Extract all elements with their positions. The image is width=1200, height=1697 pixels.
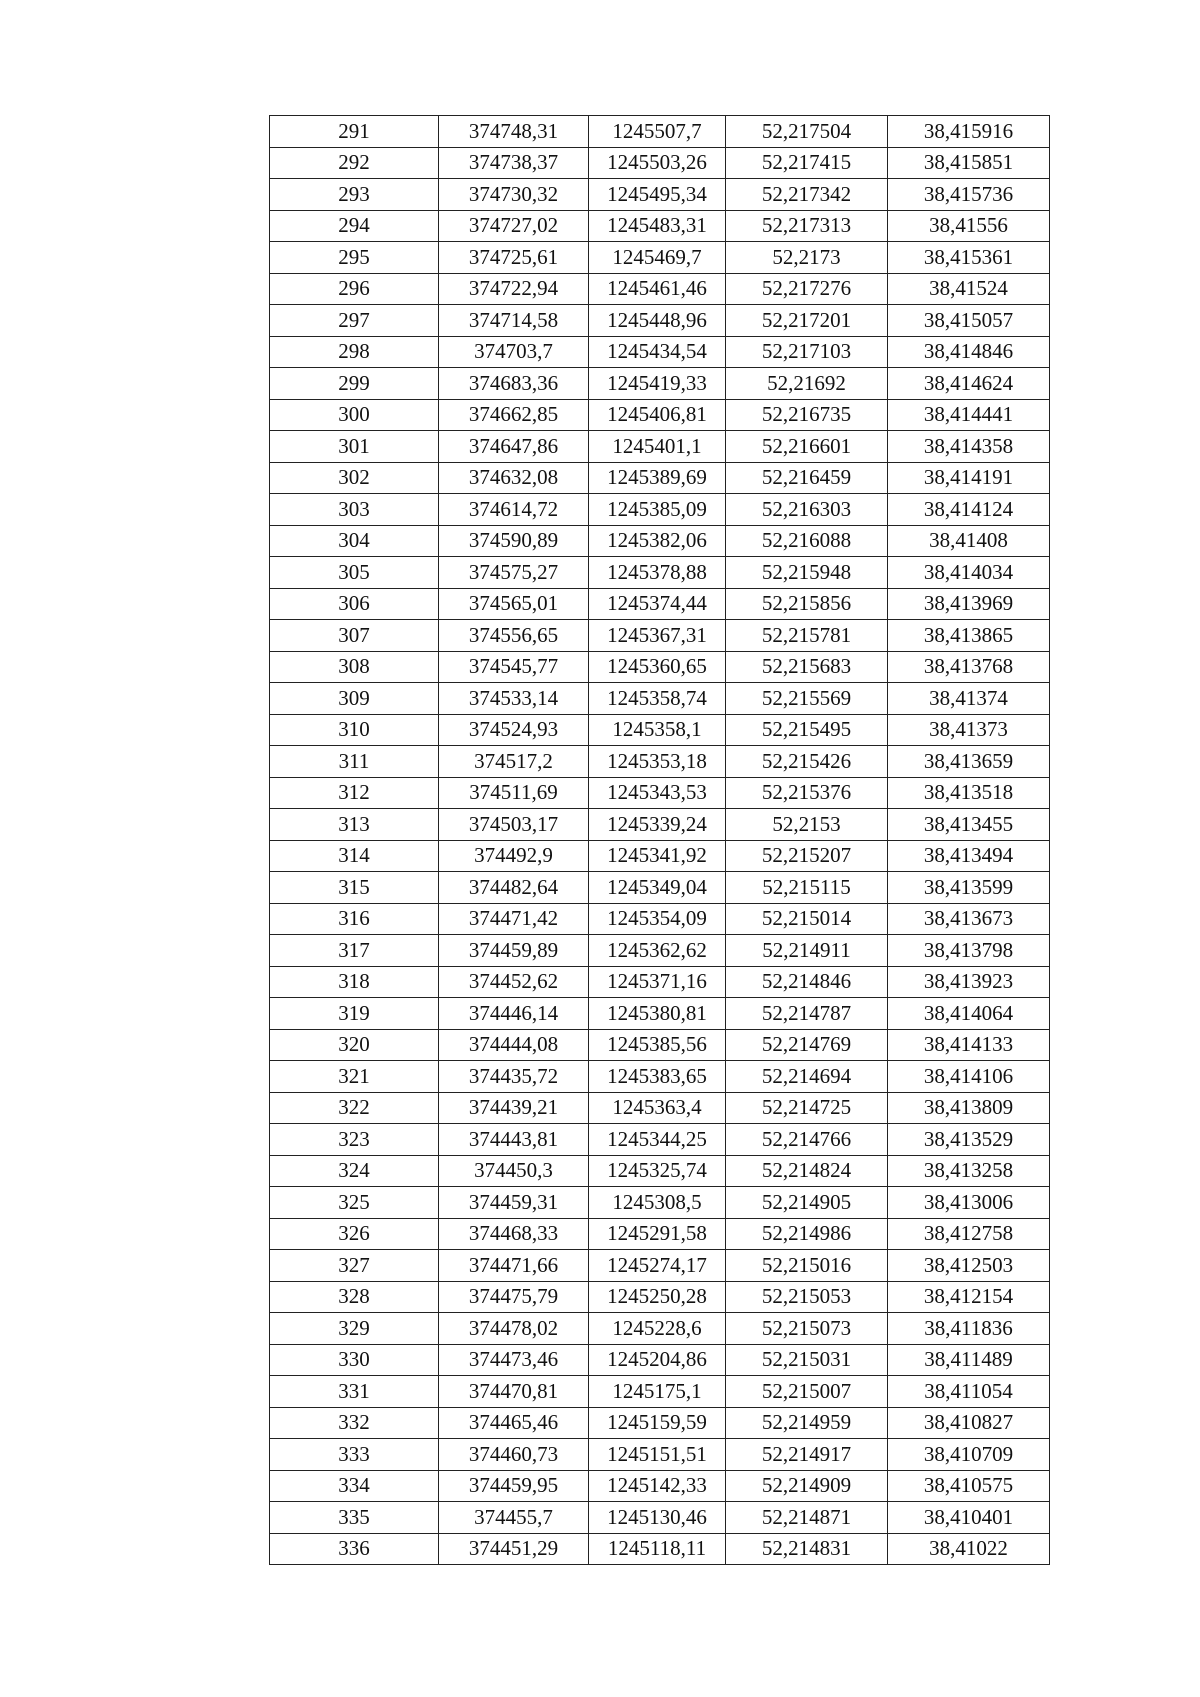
latitude-cell: 52,215948	[726, 557, 888, 589]
longitude-cell: 38,411489	[888, 1344, 1050, 1376]
x-coordinate-cell: 374475,79	[439, 1281, 589, 1313]
longitude-cell: 38,413529	[888, 1124, 1050, 1156]
point-number-cell: 309	[270, 683, 439, 715]
latitude-cell: 52,217313	[726, 210, 888, 242]
longitude-cell: 38,41022	[888, 1533, 1050, 1565]
x-coordinate-cell: 374446,14	[439, 998, 589, 1030]
x-coordinate-cell: 374703,7	[439, 336, 589, 368]
table-row	[270, 809, 1050, 841]
x-coordinate-cell: 374451,29	[439, 1533, 589, 1565]
point-number-cell: 297	[270, 305, 439, 337]
x-coordinate-cell: 374647,86	[439, 431, 589, 463]
longitude-cell: 38,415057	[888, 305, 1050, 337]
table-row	[270, 1124, 1050, 1156]
y-coordinate-cell: 1245362,62	[589, 935, 726, 967]
x-coordinate-cell: 374452,62	[439, 966, 589, 998]
point-number-cell: 295	[270, 242, 439, 274]
latitude-cell: 52,215376	[726, 777, 888, 809]
latitude-cell: 52,21692	[726, 368, 888, 400]
longitude-cell: 38,413455	[888, 809, 1050, 841]
latitude-cell: 52,216459	[726, 462, 888, 494]
y-coordinate-cell: 1245339,24	[589, 809, 726, 841]
latitude-cell: 52,214871	[726, 1502, 888, 1534]
longitude-cell: 38,413659	[888, 746, 1050, 778]
latitude-cell: 52,217201	[726, 305, 888, 337]
table-row	[270, 651, 1050, 683]
point-number-cell: 329	[270, 1313, 439, 1345]
point-number-cell: 312	[270, 777, 439, 809]
point-number-cell: 293	[270, 179, 439, 211]
latitude-cell: 52,214909	[726, 1470, 888, 1502]
x-coordinate-cell: 374511,69	[439, 777, 589, 809]
x-coordinate-cell: 374460,73	[439, 1439, 589, 1471]
latitude-cell: 52,215031	[726, 1344, 888, 1376]
latitude-cell: 52,217342	[726, 179, 888, 211]
latitude-cell: 52,2153	[726, 809, 888, 841]
x-coordinate-cell: 374470,81	[439, 1376, 589, 1408]
latitude-cell: 52,214766	[726, 1124, 888, 1156]
latitude-cell: 52,215683	[726, 651, 888, 683]
point-number-cell: 296	[270, 273, 439, 305]
point-number-cell: 305	[270, 557, 439, 589]
table-row	[270, 966, 1050, 998]
y-coordinate-cell: 1245344,25	[589, 1124, 726, 1156]
point-number-cell: 324	[270, 1155, 439, 1187]
point-number-cell: 319	[270, 998, 439, 1030]
x-coordinate-cell: 374443,81	[439, 1124, 589, 1156]
table-row	[270, 1061, 1050, 1093]
point-number-cell: 300	[270, 399, 439, 431]
latitude-cell: 52,214787	[726, 998, 888, 1030]
y-coordinate-cell: 1245461,46	[589, 273, 726, 305]
y-coordinate-cell: 1245419,33	[589, 368, 726, 400]
x-coordinate-cell: 374471,42	[439, 903, 589, 935]
longitude-cell: 38,415916	[888, 116, 1050, 148]
longitude-cell: 38,413798	[888, 935, 1050, 967]
latitude-cell: 52,214769	[726, 1029, 888, 1061]
latitude-cell: 52,216088	[726, 525, 888, 557]
table-row	[270, 903, 1050, 935]
x-coordinate-cell: 374478,02	[439, 1313, 589, 1345]
table-row	[270, 1470, 1050, 1502]
y-coordinate-cell: 1245204,86	[589, 1344, 726, 1376]
longitude-cell: 38,413494	[888, 840, 1050, 872]
point-number-cell: 299	[270, 368, 439, 400]
x-coordinate-cell: 374517,2	[439, 746, 589, 778]
x-coordinate-cell: 374473,46	[439, 1344, 589, 1376]
table-row	[270, 494, 1050, 526]
latitude-cell: 52,215207	[726, 840, 888, 872]
x-coordinate-cell: 374482,64	[439, 872, 589, 904]
y-coordinate-cell: 1245367,31	[589, 620, 726, 652]
table-row	[270, 1439, 1050, 1471]
latitude-cell: 52,217276	[726, 273, 888, 305]
x-coordinate-cell: 374614,72	[439, 494, 589, 526]
latitude-cell: 52,215014	[726, 903, 888, 935]
table-row	[270, 147, 1050, 179]
latitude-cell: 52,214917	[726, 1439, 888, 1471]
x-coordinate-cell: 374450,3	[439, 1155, 589, 1187]
latitude-cell: 52,215016	[726, 1250, 888, 1282]
longitude-cell: 38,412758	[888, 1218, 1050, 1250]
latitude-cell: 52,215115	[726, 872, 888, 904]
coordinates-table	[269, 115, 1050, 1565]
point-number-cell: 322	[270, 1092, 439, 1124]
table-row	[270, 683, 1050, 715]
latitude-cell: 52,214725	[726, 1092, 888, 1124]
longitude-cell: 38,411836	[888, 1313, 1050, 1345]
x-coordinate-cell: 374714,58	[439, 305, 589, 337]
y-coordinate-cell: 1245448,96	[589, 305, 726, 337]
table-row	[270, 368, 1050, 400]
point-number-cell: 294	[270, 210, 439, 242]
table-row	[270, 840, 1050, 872]
table-row	[270, 116, 1050, 148]
longitude-cell: 38,41524	[888, 273, 1050, 305]
y-coordinate-cell: 1245250,28	[589, 1281, 726, 1313]
latitude-cell: 52,214824	[726, 1155, 888, 1187]
x-coordinate-cell: 374545,77	[439, 651, 589, 683]
table-row	[270, 1407, 1050, 1439]
table-row	[270, 525, 1050, 557]
latitude-cell: 52,216303	[726, 494, 888, 526]
table-row	[270, 714, 1050, 746]
longitude-cell: 38,413923	[888, 966, 1050, 998]
longitude-cell: 38,410401	[888, 1502, 1050, 1534]
latitude-cell: 52,214831	[726, 1533, 888, 1565]
point-number-cell: 310	[270, 714, 439, 746]
point-number-cell: 301	[270, 431, 439, 463]
longitude-cell: 38,414624	[888, 368, 1050, 400]
longitude-cell: 38,41556	[888, 210, 1050, 242]
table-row	[270, 273, 1050, 305]
table-row	[270, 746, 1050, 778]
y-coordinate-cell: 1245389,69	[589, 462, 726, 494]
latitude-cell: 52,214694	[726, 1061, 888, 1093]
y-coordinate-cell: 1245483,31	[589, 210, 726, 242]
y-coordinate-cell: 1245503,26	[589, 147, 726, 179]
table-row	[270, 1313, 1050, 1345]
table-row	[270, 1218, 1050, 1250]
latitude-cell: 52,215426	[726, 746, 888, 778]
latitude-cell: 52,2173	[726, 242, 888, 274]
table-row	[270, 557, 1050, 589]
y-coordinate-cell: 1245371,16	[589, 966, 726, 998]
y-coordinate-cell: 1245401,1	[589, 431, 726, 463]
point-number-cell: 303	[270, 494, 439, 526]
longitude-cell: 38,413673	[888, 903, 1050, 935]
table-row	[270, 1502, 1050, 1534]
latitude-cell: 52,214911	[726, 935, 888, 967]
latitude-cell: 52,217103	[726, 336, 888, 368]
latitude-cell: 52,214905	[726, 1187, 888, 1219]
y-coordinate-cell: 1245507,7	[589, 116, 726, 148]
y-coordinate-cell: 1245308,5	[589, 1187, 726, 1219]
point-number-cell: 307	[270, 620, 439, 652]
x-coordinate-cell: 374662,85	[439, 399, 589, 431]
longitude-cell: 38,41408	[888, 525, 1050, 557]
longitude-cell: 38,414358	[888, 431, 1050, 463]
table-row	[270, 1250, 1050, 1282]
longitude-cell: 38,414124	[888, 494, 1050, 526]
latitude-cell: 52,214959	[726, 1407, 888, 1439]
point-number-cell: 298	[270, 336, 439, 368]
point-number-cell: 336	[270, 1533, 439, 1565]
latitude-cell: 52,215073	[726, 1313, 888, 1345]
y-coordinate-cell: 1245358,74	[589, 683, 726, 715]
y-coordinate-cell: 1245341,92	[589, 840, 726, 872]
x-coordinate-cell: 374459,31	[439, 1187, 589, 1219]
x-coordinate-cell: 374471,66	[439, 1250, 589, 1282]
y-coordinate-cell: 1245469,7	[589, 242, 726, 274]
point-number-cell: 332	[270, 1407, 439, 1439]
x-coordinate-cell: 374468,33	[439, 1218, 589, 1250]
table-row	[270, 431, 1050, 463]
y-coordinate-cell: 1245118,11	[589, 1533, 726, 1565]
point-number-cell: 315	[270, 872, 439, 904]
table-row	[270, 1187, 1050, 1219]
point-number-cell: 317	[270, 935, 439, 967]
longitude-cell: 38,411054	[888, 1376, 1050, 1408]
point-number-cell: 320	[270, 1029, 439, 1061]
table-row	[270, 872, 1050, 904]
point-number-cell: 314	[270, 840, 439, 872]
point-number-cell: 330	[270, 1344, 439, 1376]
point-number-cell: 292	[270, 147, 439, 179]
y-coordinate-cell: 1245385,09	[589, 494, 726, 526]
point-number-cell: 328	[270, 1281, 439, 1313]
point-number-cell: 333	[270, 1439, 439, 1471]
y-coordinate-cell: 1245274,17	[589, 1250, 726, 1282]
longitude-cell: 38,414846	[888, 336, 1050, 368]
y-coordinate-cell: 1245175,1	[589, 1376, 726, 1408]
y-coordinate-cell: 1245385,56	[589, 1029, 726, 1061]
y-coordinate-cell: 1245354,09	[589, 903, 726, 935]
y-coordinate-cell: 1245130,46	[589, 1502, 726, 1534]
table-row	[270, 1533, 1050, 1565]
latitude-cell: 52,215053	[726, 1281, 888, 1313]
y-coordinate-cell: 1245360,65	[589, 651, 726, 683]
latitude-cell: 52,215007	[726, 1376, 888, 1408]
table-row	[270, 336, 1050, 368]
point-number-cell: 313	[270, 809, 439, 841]
longitude-cell: 38,413599	[888, 872, 1050, 904]
x-coordinate-cell: 374632,08	[439, 462, 589, 494]
y-coordinate-cell: 1245380,81	[589, 998, 726, 1030]
point-number-cell: 306	[270, 588, 439, 620]
table-row	[270, 620, 1050, 652]
longitude-cell: 38,414133	[888, 1029, 1050, 1061]
table-row	[270, 462, 1050, 494]
latitude-cell: 52,216601	[726, 431, 888, 463]
x-coordinate-cell: 374492,9	[439, 840, 589, 872]
latitude-cell: 52,215856	[726, 588, 888, 620]
x-coordinate-cell: 374565,01	[439, 588, 589, 620]
y-coordinate-cell: 1245374,44	[589, 588, 726, 620]
table-row	[270, 1281, 1050, 1313]
latitude-cell: 52,216735	[726, 399, 888, 431]
point-number-cell: 335	[270, 1502, 439, 1534]
table-row	[270, 1344, 1050, 1376]
point-number-cell: 302	[270, 462, 439, 494]
point-number-cell: 325	[270, 1187, 439, 1219]
table-row	[270, 998, 1050, 1030]
point-number-cell: 316	[270, 903, 439, 935]
table-row	[270, 1092, 1050, 1124]
longitude-cell: 38,413969	[888, 588, 1050, 620]
y-coordinate-cell: 1245325,74	[589, 1155, 726, 1187]
table-row	[270, 210, 1050, 242]
longitude-cell: 38,41374	[888, 683, 1050, 715]
point-number-cell: 311	[270, 746, 439, 778]
y-coordinate-cell: 1245353,18	[589, 746, 726, 778]
point-number-cell: 318	[270, 966, 439, 998]
x-coordinate-cell: 374725,61	[439, 242, 589, 274]
longitude-cell: 38,415851	[888, 147, 1050, 179]
latitude-cell: 52,217415	[726, 147, 888, 179]
x-coordinate-cell: 374738,37	[439, 147, 589, 179]
table-row	[270, 1029, 1050, 1061]
table-row	[270, 935, 1050, 967]
latitude-cell: 52,217504	[726, 116, 888, 148]
longitude-cell: 38,410827	[888, 1407, 1050, 1439]
coordinates-table-body	[270, 116, 1050, 1565]
table-row	[270, 242, 1050, 274]
x-coordinate-cell: 374727,02	[439, 210, 589, 242]
table-row	[270, 305, 1050, 337]
y-coordinate-cell: 1245495,34	[589, 179, 726, 211]
longitude-cell: 38,412503	[888, 1250, 1050, 1282]
latitude-cell: 52,215569	[726, 683, 888, 715]
x-coordinate-cell: 374556,65	[439, 620, 589, 652]
table-row	[270, 179, 1050, 211]
x-coordinate-cell: 374435,72	[439, 1061, 589, 1093]
x-coordinate-cell: 374575,27	[439, 557, 589, 589]
x-coordinate-cell: 374748,31	[439, 116, 589, 148]
x-coordinate-cell: 374524,93	[439, 714, 589, 746]
longitude-cell: 38,410575	[888, 1470, 1050, 1502]
longitude-cell: 38,413258	[888, 1155, 1050, 1187]
latitude-cell: 52,215495	[726, 714, 888, 746]
longitude-cell: 38,41373	[888, 714, 1050, 746]
x-coordinate-cell: 374533,14	[439, 683, 589, 715]
x-coordinate-cell: 374730,32	[439, 179, 589, 211]
y-coordinate-cell: 1245378,88	[589, 557, 726, 589]
longitude-cell: 38,410709	[888, 1439, 1050, 1471]
longitude-cell: 38,415736	[888, 179, 1050, 211]
point-number-cell: 308	[270, 651, 439, 683]
x-coordinate-cell: 374590,89	[439, 525, 589, 557]
x-coordinate-cell: 374503,17	[439, 809, 589, 841]
table-row	[270, 777, 1050, 809]
x-coordinate-cell: 374459,89	[439, 935, 589, 967]
table-row	[270, 399, 1050, 431]
point-number-cell: 327	[270, 1250, 439, 1282]
x-coordinate-cell: 374455,7	[439, 1502, 589, 1534]
y-coordinate-cell: 1245159,59	[589, 1407, 726, 1439]
longitude-cell: 38,414034	[888, 557, 1050, 589]
x-coordinate-cell: 374465,46	[439, 1407, 589, 1439]
point-number-cell: 291	[270, 116, 439, 148]
y-coordinate-cell: 1245382,06	[589, 525, 726, 557]
longitude-cell: 38,414064	[888, 998, 1050, 1030]
latitude-cell: 52,214986	[726, 1218, 888, 1250]
y-coordinate-cell: 1245406,81	[589, 399, 726, 431]
x-coordinate-cell: 374444,08	[439, 1029, 589, 1061]
longitude-cell: 38,414106	[888, 1061, 1050, 1093]
y-coordinate-cell: 1245228,6	[589, 1313, 726, 1345]
y-coordinate-cell: 1245363,4	[589, 1092, 726, 1124]
table-row	[270, 1376, 1050, 1408]
latitude-cell: 52,215781	[726, 620, 888, 652]
table-row	[270, 588, 1050, 620]
y-coordinate-cell: 1245349,04	[589, 872, 726, 904]
y-coordinate-cell: 1245358,1	[589, 714, 726, 746]
point-number-cell: 304	[270, 525, 439, 557]
longitude-cell: 38,413768	[888, 651, 1050, 683]
longitude-cell: 38,414191	[888, 462, 1050, 494]
longitude-cell: 38,413865	[888, 620, 1050, 652]
table-row	[270, 1155, 1050, 1187]
point-number-cell: 334	[270, 1470, 439, 1502]
x-coordinate-cell: 374439,21	[439, 1092, 589, 1124]
y-coordinate-cell: 1245142,33	[589, 1470, 726, 1502]
y-coordinate-cell: 1245151,51	[589, 1439, 726, 1471]
x-coordinate-cell: 374722,94	[439, 273, 589, 305]
longitude-cell: 38,413809	[888, 1092, 1050, 1124]
point-number-cell: 321	[270, 1061, 439, 1093]
point-number-cell: 331	[270, 1376, 439, 1408]
longitude-cell: 38,412154	[888, 1281, 1050, 1313]
x-coordinate-cell: 374459,95	[439, 1470, 589, 1502]
y-coordinate-cell: 1245343,53	[589, 777, 726, 809]
y-coordinate-cell: 1245291,58	[589, 1218, 726, 1250]
x-coordinate-cell: 374683,36	[439, 368, 589, 400]
latitude-cell: 52,214846	[726, 966, 888, 998]
longitude-cell: 38,414441	[888, 399, 1050, 431]
longitude-cell: 38,415361	[888, 242, 1050, 274]
y-coordinate-cell: 1245434,54	[589, 336, 726, 368]
longitude-cell: 38,413006	[888, 1187, 1050, 1219]
longitude-cell: 38,413518	[888, 777, 1050, 809]
point-number-cell: 326	[270, 1218, 439, 1250]
point-number-cell: 323	[270, 1124, 439, 1156]
y-coordinate-cell: 1245383,65	[589, 1061, 726, 1093]
